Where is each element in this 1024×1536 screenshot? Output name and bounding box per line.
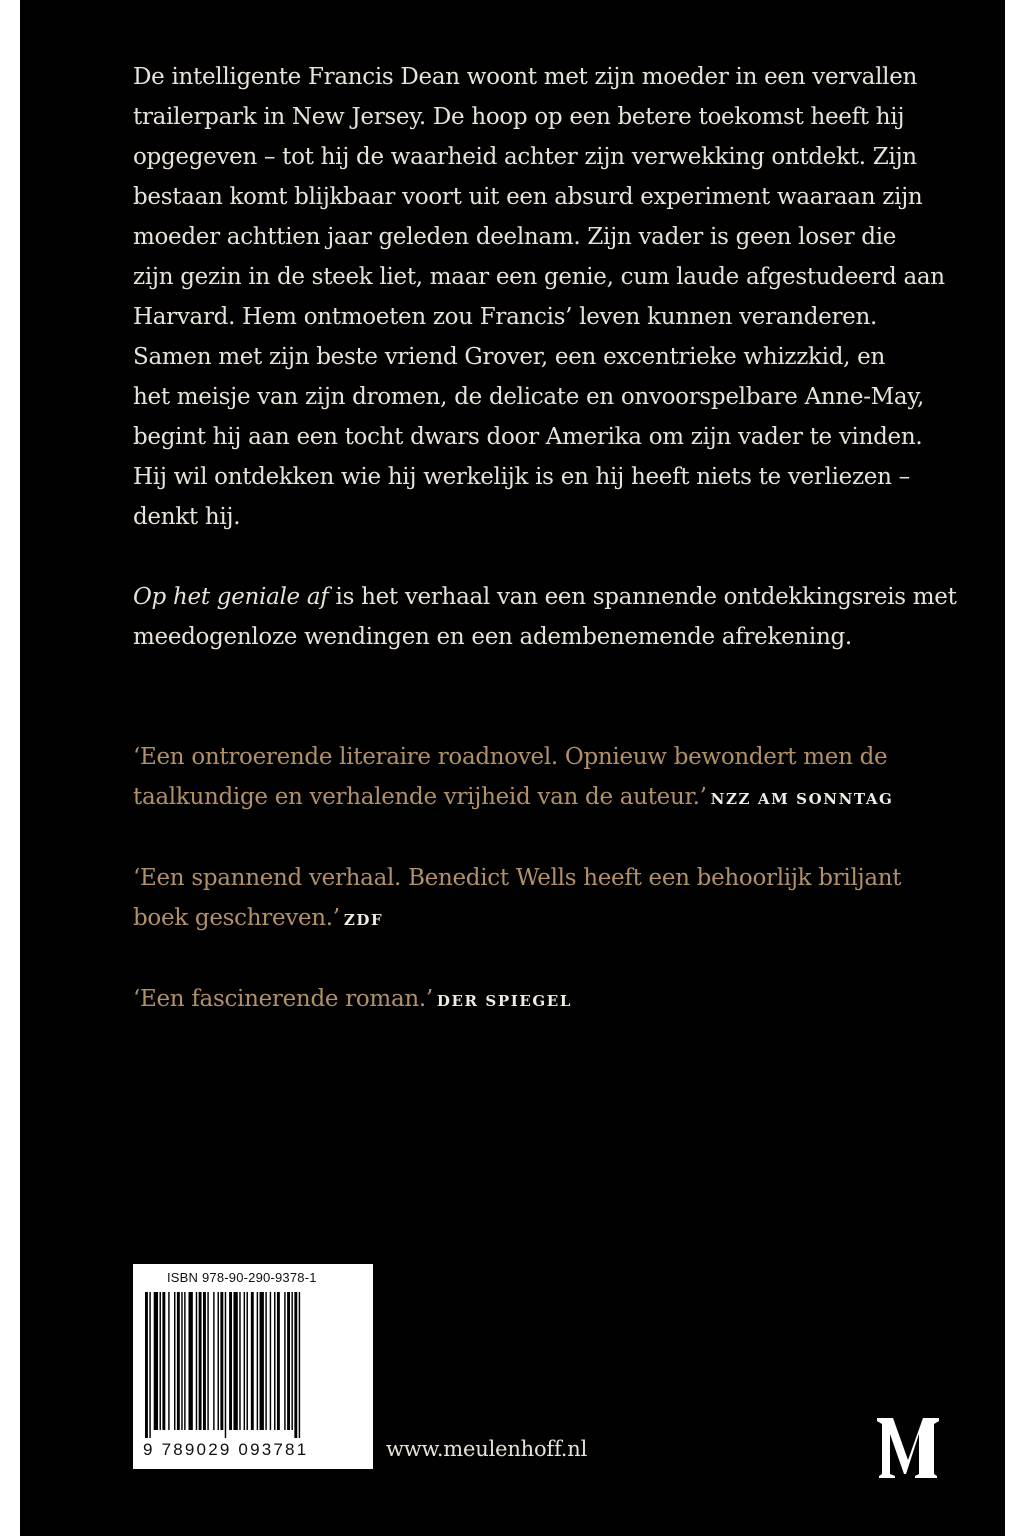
barcode-bar: [181, 1292, 182, 1430]
review-quote: [133, 979, 933, 1021]
barcode-bar: [207, 1292, 208, 1430]
barcode-bar: [233, 1292, 237, 1430]
barcode-bar: [257, 1292, 258, 1430]
synopsis-line: moeder achttien jaar geleden deelnam. Zijn vader is geen loser die: [133, 224, 897, 250]
quote-line-with-source: [133, 979, 933, 1021]
barcode-bar: [213, 1292, 214, 1430]
barcode-bar: [199, 1292, 202, 1430]
barcode-bar: [247, 1292, 248, 1430]
barcode-bar: [277, 1292, 280, 1430]
synopsis-line: opgegeven – tot hij de waarheid achter zijn verwekking ontdekt. Zijn: [133, 144, 917, 170]
quote-source: ZDF: [343, 911, 384, 929]
quote-line: ‘Een ontroerende literaire roadnovel. Opnieuw bewondert men de: [133, 744, 888, 770]
synopsis-line: het meisje van zijn dromen, de delicate en onvoorspelbare Anne-May,: [133, 384, 924, 410]
barcode-bars-icon: [145, 1292, 361, 1438]
synopsis-text: [133, 57, 945, 537]
barcode-bar: [160, 1292, 161, 1430]
barcode-bar: [294, 1292, 297, 1438]
tagline-line: [133, 577, 957, 617]
barcode-bar: [149, 1292, 150, 1438]
barcode-bar: [299, 1292, 300, 1438]
book-back-cover: [20, 0, 1005, 1536]
quote-source: DER SPIEGEL: [436, 992, 572, 1010]
barcode-bar: [220, 1292, 223, 1430]
isbn-barcode: [133, 1264, 373, 1469]
barcode-bar: [174, 1292, 175, 1430]
barcode-bar: [184, 1292, 185, 1430]
barcode-bar: [244, 1292, 245, 1430]
barcode-digits: 9 789029 093781: [143, 1440, 309, 1459]
quote-line: ‘Een fascinerende roman.’: [133, 986, 433, 1012]
synopsis-line: zijn gezin in de steek liet, maar een genie, cum laude afgestudeerd aan: [133, 264, 945, 290]
isbn-label: ISBN 978-90-290-9378-1: [167, 1270, 317, 1285]
barcode-bar: [284, 1292, 285, 1430]
synopsis-line: Hij wil ontdekken wie hij werkelijk is en hij heeft niets te verliezen –: [133, 464, 910, 490]
synopsis-line: Harvard. Hem ontmoeten zou Francis’ leven kunnen veranderen.: [133, 304, 877, 330]
barcode-bar: [287, 1292, 290, 1430]
barcode-bar: [168, 1292, 169, 1430]
quote-line: taalkundige en verhalende vrijheid van de auteur.’: [133, 784, 707, 810]
synopsis-line: begint hij aan een tocht dwars door Amerika om zijn vader te vinden.: [133, 424, 923, 450]
barcode-bar: [291, 1292, 292, 1430]
barcode-bar: [177, 1292, 180, 1430]
barcode-bar: [196, 1292, 197, 1430]
barcode-bar: [203, 1292, 206, 1430]
publisher-website: www.meulenhoff.nl: [386, 1437, 588, 1461]
barcode-bar: [239, 1292, 240, 1430]
barcode-bar: [154, 1292, 158, 1430]
quote-line-with-source: [133, 777, 933, 819]
barcode-bar: [251, 1292, 254, 1430]
barcode-bar: [260, 1292, 264, 1430]
synopsis-line: Samen met zijn beste vriend Grover, een excentrieke whizzkid, en: [133, 344, 885, 370]
quote-source: NZZ AM SONNTAG: [710, 790, 894, 808]
quote-line-with-source: [133, 898, 933, 940]
tagline-text: [133, 577, 957, 657]
barcode-bar: [225, 1292, 226, 1438]
barcode-bar: [229, 1292, 232, 1430]
barcode-bar: [265, 1292, 266, 1430]
quote-line: ‘Een spannend verhaal. Benedict Wells heeft een behoorlijk briljant: [133, 865, 902, 891]
review-quote: [133, 737, 933, 819]
synopsis-line: denkt hij.: [133, 504, 241, 530]
barcode-bar: [218, 1292, 219, 1430]
barcode-bar: [145, 1292, 148, 1438]
synopsis-line: De intelligente Francis Dean woont met zijn moeder in een vervallen: [133, 64, 918, 90]
book-title-italic: Op het geniale af: [133, 584, 329, 610]
tagline-line-rest: is het verhaal van een spannende ontdekkingsreis met: [328, 584, 957, 610]
barcode-bar: [274, 1292, 275, 1430]
review-quote: [133, 858, 933, 940]
synopsis-line: bestaan komt blijkbaar voort uit een absurd experiment waaraan zijn: [133, 184, 923, 210]
barcode-bar: [189, 1292, 193, 1430]
synopsis-line: trailerpark in New Jersey. De hoop op een betere toekomst heeft hij: [133, 104, 905, 130]
barcode-bar: [162, 1292, 165, 1430]
tagline-line: meedogenloze wendingen en een adembenemende afrekening.: [133, 624, 852, 650]
barcode-bar: [270, 1292, 271, 1430]
quote-line: boek geschreven.’: [133, 905, 340, 931]
meulenhoff-logo-icon: [873, 1412, 943, 1482]
